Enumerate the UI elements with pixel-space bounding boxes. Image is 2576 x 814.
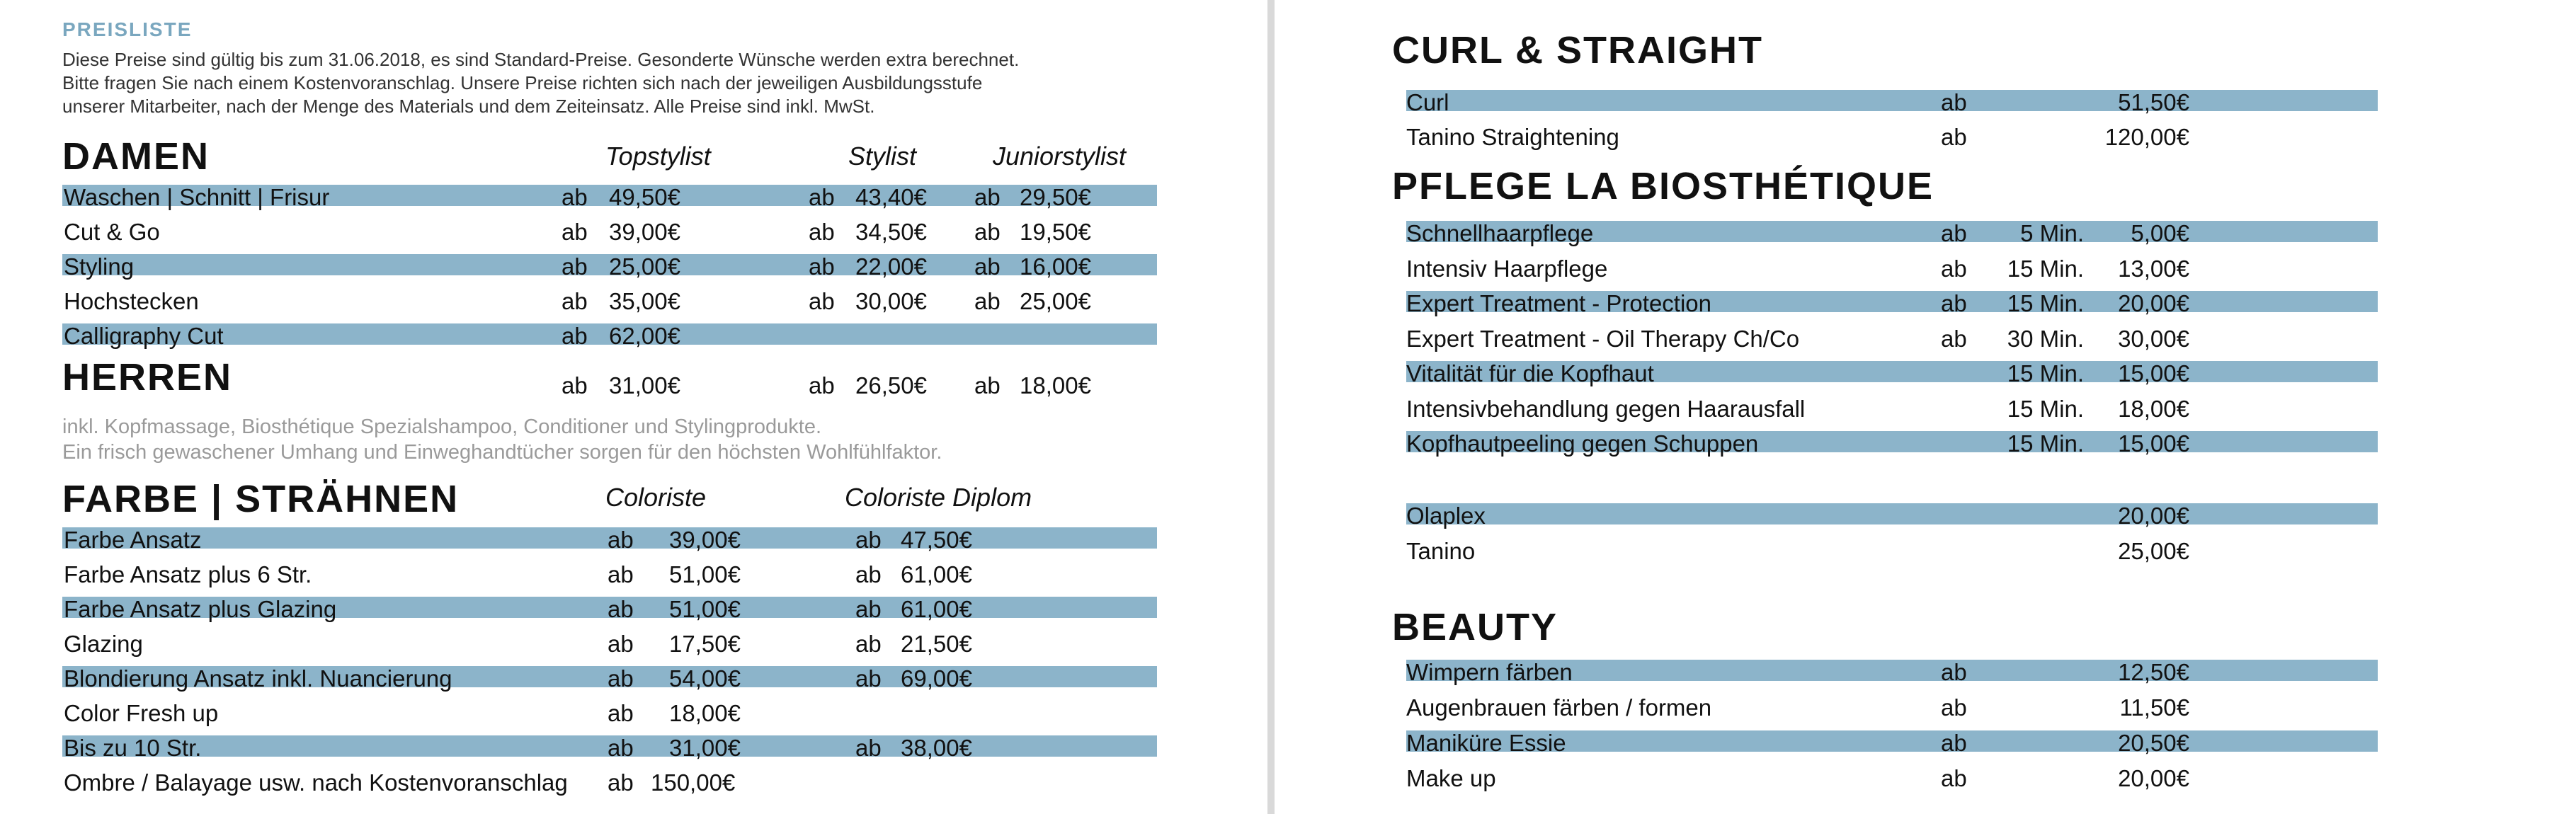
price: 29,50€ <box>1020 184 1091 210</box>
service-name: Styling <box>64 253 135 280</box>
service-name: Calligraphy Cut <box>64 323 224 349</box>
price: 39,00€ <box>609 219 680 245</box>
service-name: Color Fresh up <box>64 700 219 726</box>
duration: 15 Min. <box>2007 255 2084 282</box>
price: 31,00€ <box>669 735 741 761</box>
service-name: Schnellhaarpflege <box>1406 220 1594 246</box>
service-name: Intensiv Haarpflege <box>1406 255 1608 282</box>
price: 20,00€ <box>2118 765 2189 791</box>
price: 30,00€ <box>855 288 927 314</box>
service-name: Farbe Ansatz plus 6 Str. <box>64 561 312 587</box>
price: 61,00€ <box>901 561 972 587</box>
ab-label: ab <box>855 665 882 692</box>
duration: 15 Min. <box>2007 430 2084 457</box>
price: 61,00€ <box>901 596 972 622</box>
ab-label: ab <box>855 596 882 622</box>
service-name: Wimpern färben <box>1406 659 1573 685</box>
ab-label: ab <box>1941 659 1967 685</box>
ab-label: ab <box>608 700 634 726</box>
page-divider <box>1267 0 1275 814</box>
service-name: Farbe Ansatz plus Glazing <box>64 596 337 622</box>
price: 15,00€ <box>2118 360 2189 386</box>
price: 20,50€ <box>2118 730 2189 756</box>
damen-heading: DAMEN <box>62 135 210 178</box>
row-highlight-band <box>1406 503 2378 524</box>
ab-label: ab <box>974 288 1001 314</box>
price: 39,00€ <box>669 527 741 553</box>
ab-label: ab <box>562 184 588 210</box>
price: 26,50€ <box>855 372 927 399</box>
price: 25,00€ <box>609 253 680 280</box>
price: 34,50€ <box>855 219 927 245</box>
service-name: Olaplex <box>1406 503 1486 529</box>
ab-label: ab <box>1941 730 1967 756</box>
ab-label: ab <box>1941 765 1967 791</box>
ab-label: ab <box>608 769 634 796</box>
service-name: Vitalität für die Kopfhaut <box>1406 360 1654 386</box>
right-panel <box>1275 0 2576 814</box>
duration: 15 Min. <box>2007 395 2084 422</box>
service-name: Kopfhautpeeling gegen Schuppen <box>1406 430 1759 457</box>
service-name: Expert Treatment - Oil Therapy Ch/Co <box>1406 325 1800 352</box>
service-name: Waschen | Schnitt | Frisur <box>64 184 330 210</box>
price: 5,00€ <box>2131 220 2189 246</box>
price: 12,50€ <box>2118 659 2189 685</box>
intro-line-3: unserer Mitarbeiter, nach der Menge des Materials und dem Zeiteinsatz. Alle Preise sind inkl. MwSt. <box>62 96 875 117</box>
ab-label: ab <box>608 596 634 622</box>
ab-label: ab <box>1941 255 1967 282</box>
ab-label: ab <box>974 219 1001 245</box>
row-highlight-band <box>1406 90 2378 111</box>
ab-label: ab <box>608 561 634 587</box>
service-name: Curl <box>1406 89 1449 115</box>
ab-label: ab <box>809 253 835 280</box>
ab-label: ab <box>809 288 835 314</box>
price: 49,50€ <box>609 184 680 210</box>
herren-note-1: inkl. Kopfmassage, Biosthétique Spezialshampoo, Conditioner und Stylingprodukte. <box>62 415 822 438</box>
pflege-heading: PFLEGE LA BIOSTHÉTIQUE <box>1392 165 1934 207</box>
ab-label: ab <box>608 527 634 553</box>
service-name: Maniküre Essie <box>1406 730 1566 756</box>
price: 38,00€ <box>901 735 972 761</box>
ab-label: ab <box>974 253 1001 280</box>
curl-heading: CURL & STRAIGHT <box>1392 29 1763 71</box>
ab-label: ab <box>809 219 835 245</box>
ab-label: ab <box>855 527 882 553</box>
herren-note-2: Ein frisch gewaschener Umhang und Einweghandtücher sorgen für den höchsten Wohlfühlfaktor. <box>62 441 942 464</box>
service-name: Tanino <box>1406 538 1476 564</box>
ab-label: ab <box>809 184 835 210</box>
ab-label: ab <box>809 372 835 399</box>
price: 25,00€ <box>1020 288 1091 314</box>
ab-label: ab <box>1941 124 1967 150</box>
ab-label: ab <box>1941 89 1967 115</box>
price: 51,00€ <box>669 561 741 587</box>
beauty-heading: BEAUTY <box>1392 606 1558 648</box>
ab-label: ab <box>855 735 882 761</box>
ab-label: ab <box>1941 694 1967 721</box>
ab-label: ab <box>608 631 634 657</box>
price: 22,00€ <box>855 253 927 280</box>
column-coloriste-diplom: Coloriste Diplom <box>845 483 1032 512</box>
price: 25,00€ <box>2118 538 2189 564</box>
price: 18,00€ <box>669 700 741 726</box>
price: 51,00€ <box>669 596 741 622</box>
price: 13,00€ <box>2118 255 2189 282</box>
price: 20,00€ <box>2118 290 2189 316</box>
price: 21,50€ <box>901 631 972 657</box>
price: 150,00€ <box>651 769 736 796</box>
service-name: Make up <box>1406 765 1496 791</box>
ab-label: ab <box>855 561 882 587</box>
ab-label: ab <box>1941 220 1967 246</box>
service-name: Blondierung Ansatz inkl. Nuancierung <box>64 665 452 692</box>
duration: 30 Min. <box>2007 325 2084 352</box>
service-name: Bis zu 10 Str. <box>64 735 202 761</box>
herren-heading: HERREN <box>62 356 233 399</box>
ab-label: ab <box>608 665 634 692</box>
price: 54,00€ <box>669 665 741 692</box>
duration: 15 Min. <box>2007 290 2084 316</box>
service-name: Augenbrauen färben / formen <box>1406 694 1712 721</box>
ab-label: ab <box>855 631 882 657</box>
price: 11,50€ <box>2119 694 2189 721</box>
column-coloriste: Coloriste <box>605 483 707 512</box>
price: 69,00€ <box>901 665 972 692</box>
ab-label: ab <box>974 184 1001 210</box>
duration: 5 Min. <box>2020 220 2084 246</box>
price-list-title: PREISLISTE <box>62 18 193 40</box>
ab-label: ab <box>608 735 634 761</box>
column-topstylist: Topstylist <box>605 142 711 171</box>
ab-label: ab <box>562 253 588 280</box>
price: 15,00€ <box>2118 430 2189 457</box>
price: 17,50€ <box>669 631 741 657</box>
price: 35,00€ <box>609 288 680 314</box>
price: 30,00€ <box>2118 325 2189 352</box>
service-name: Tanino Straightening <box>1406 124 1619 150</box>
ab-label: ab <box>562 219 588 245</box>
price: 51,50€ <box>2118 89 2189 115</box>
service-name: Cut & Go <box>64 219 160 245</box>
ab-label: ab <box>562 323 588 349</box>
column-juniorstylist: Juniorstylist <box>993 142 1127 171</box>
intro-line-2: Bitte fragen Sie nach einem Kostenvoranschlag. Unsere Preise richten sich nach der jeweiligen Ausbildungsstufe <box>62 72 983 93</box>
price: 18,00€ <box>2118 395 2189 422</box>
ab-label: ab <box>1941 290 1967 316</box>
price: 20,00€ <box>2118 503 2189 529</box>
left-panel <box>0 0 1267 814</box>
price: 19,50€ <box>1020 219 1091 245</box>
service-name: Glazing <box>64 631 143 657</box>
ab-label: ab <box>562 288 588 314</box>
ab-label: ab <box>1941 325 1967 352</box>
price: 43,40€ <box>855 184 927 210</box>
ab-label: ab <box>562 372 588 399</box>
duration: 15 Min. <box>2007 360 2084 386</box>
service-name: Intensivbehandlung gegen Haarausfall <box>1406 395 1806 422</box>
column-stylist: Stylist <box>848 142 917 171</box>
service-name: Expert Treatment - Protection <box>1406 290 1712 316</box>
service-name: Farbe Ansatz <box>64 527 202 553</box>
price: 31,00€ <box>609 372 680 399</box>
price: 62,00€ <box>609 323 680 349</box>
intro-line-1: Diese Preise sind gültig bis zum 31.06.2018, es sind Standard-Preise. Gesonderte Wünsche werden extra berechnet. <box>62 49 1020 70</box>
ab-label: ab <box>974 372 1001 399</box>
farbe-heading: FARBE | STRÄHNEN <box>62 478 460 520</box>
service-name: Ombre / Balayage usw. nach Kostenvoranschlag <box>64 769 568 796</box>
service-name: Hochstecken <box>64 288 199 314</box>
price: 18,00€ <box>1020 372 1091 399</box>
price: 120,00€ <box>2104 124 2189 150</box>
price: 16,00€ <box>1020 253 1091 280</box>
price: 47,50€ <box>901 527 972 553</box>
